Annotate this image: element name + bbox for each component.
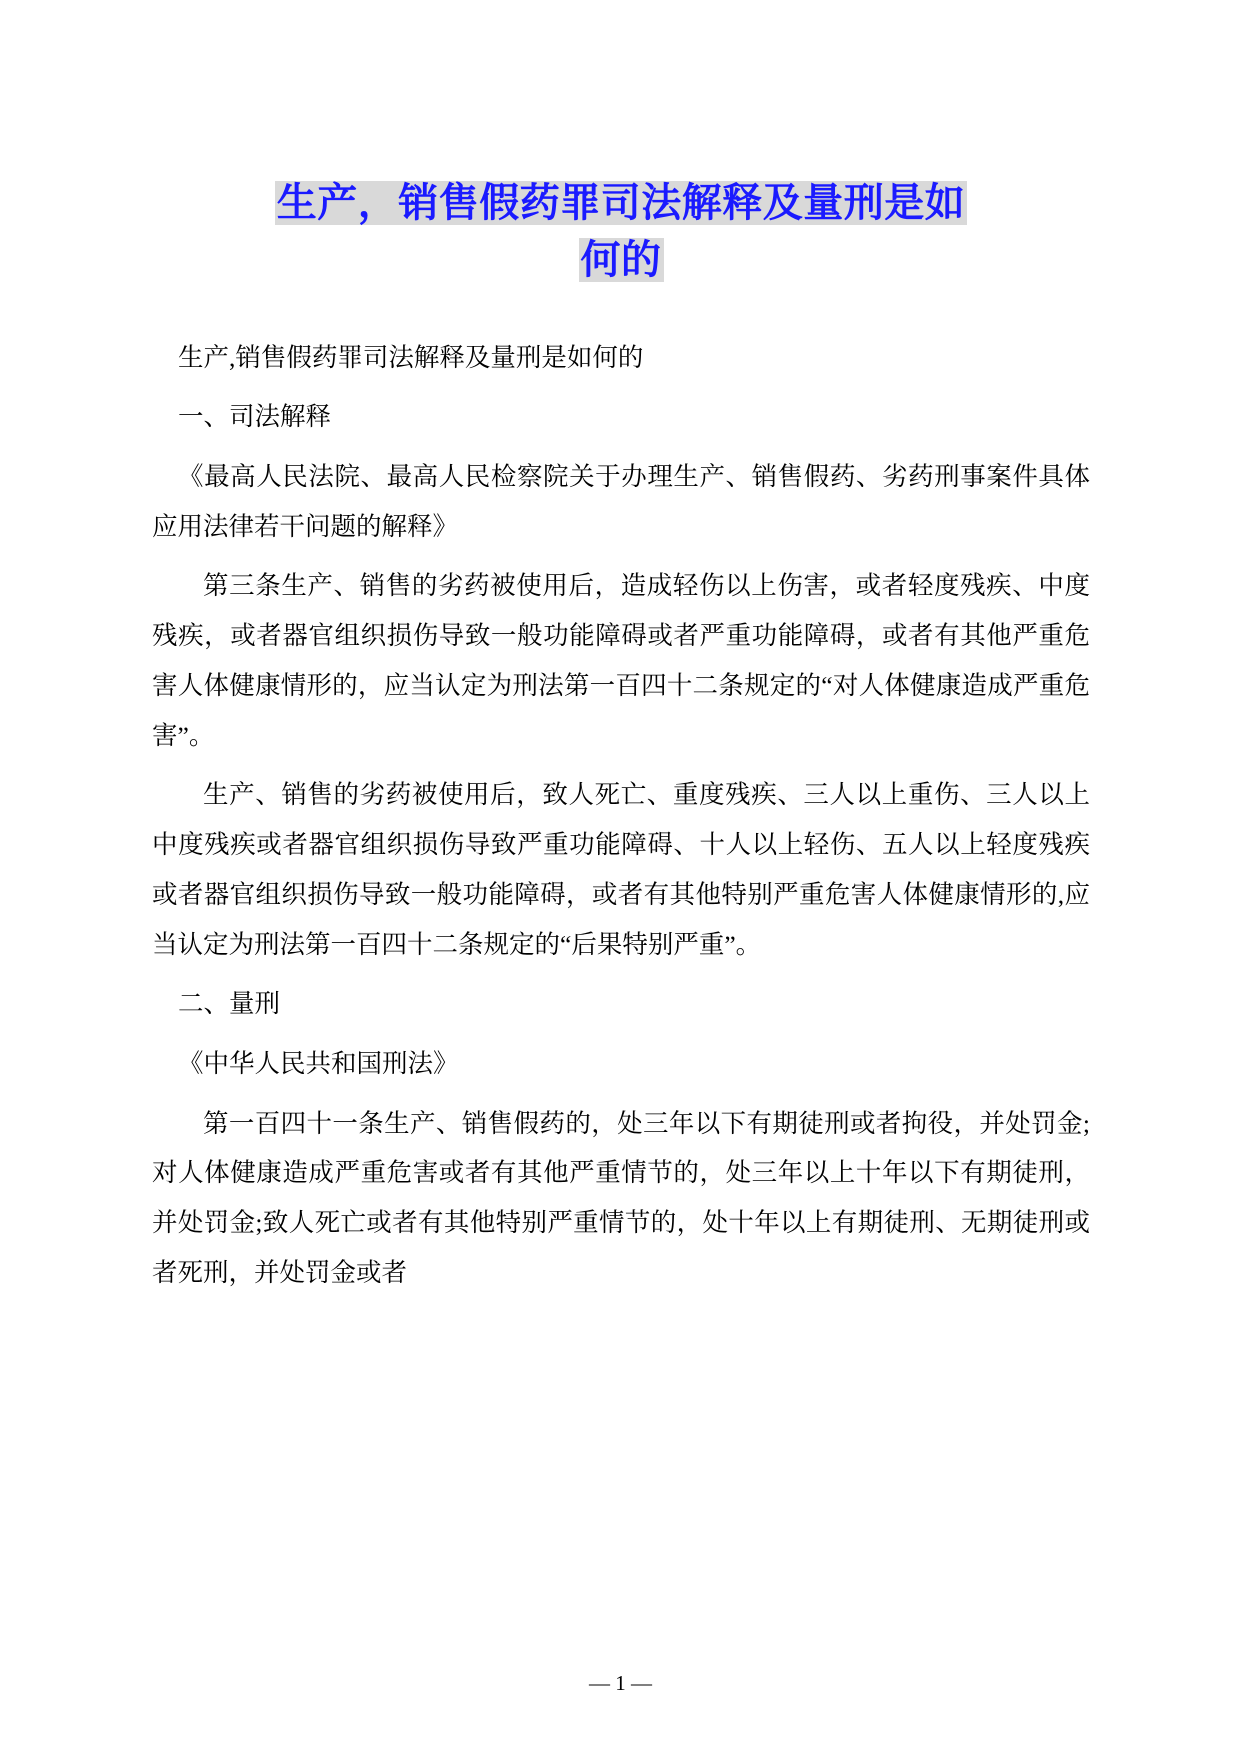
page-number: — 1 — xyxy=(589,1671,652,1695)
paragraph-subtitle: 生产,销售假药罪司法解释及量刑是如何的 xyxy=(178,342,644,372)
paragraph-heading-2: 二、量刑 xyxy=(178,989,281,1019)
paragraph-article-3: 第三条生产、销售的劣药被使用后，造成轻伤以上伤害，或者轻度残疾、中度残疾，或者器官组织损伤导致一般功能障碍或者严重功能障碍，或者有其他严重危害人体健康情形的，应当认定为刑法第一百四十二条规定的“对人体健康造成严重危害”。 xyxy=(152,571,1090,750)
paragraph-article-141: 第一百四十一条生产、销售假药的，处三年以下有期徒刑或者拘役，并处罚金;对人体健康造成严重危害或者有其他严重情节的，处三年以上十年以下有期徒刑，并处罚金;致人死亡或者有其他特别严重情节的，处十年以上有期徒刑、无期徒刑或者死刑，并处罚金或者 xyxy=(152,1108,1090,1287)
paragraph-citation-2: 《中华人民共和国刑法》 xyxy=(178,1048,459,1078)
page-title-line-1: 生产，销售假药罪司法解释及量刑是如 xyxy=(276,181,966,225)
paragraph-citation-1: 《最高人民法院、最高人民检察院关于办理生产、销售假药、劣药刑事案件具体应用法律若干问题的解释》 xyxy=(152,462,1090,541)
paragraph-heading-1: 一、司法解释 xyxy=(178,402,332,432)
paragraph-article-3-cont: 生产、销售的劣药被使用后，致人死亡、重度残疾、三人以上重伤、三人以上中度残疾或者器官组织损伤导致严重功能障碍、十人以上轻伤、五人以上轻度残疾或者器官组织损伤导致一般功能障碍，或者有其他特别严重危害人体健康情形的,应当认定为刑法第一百四十二条规定的“后果特别严重”。 xyxy=(152,780,1090,959)
page-title-line-2: 何的 xyxy=(580,237,662,282)
document-body xyxy=(152,175,1090,1308)
page-title xyxy=(152,175,1090,289)
